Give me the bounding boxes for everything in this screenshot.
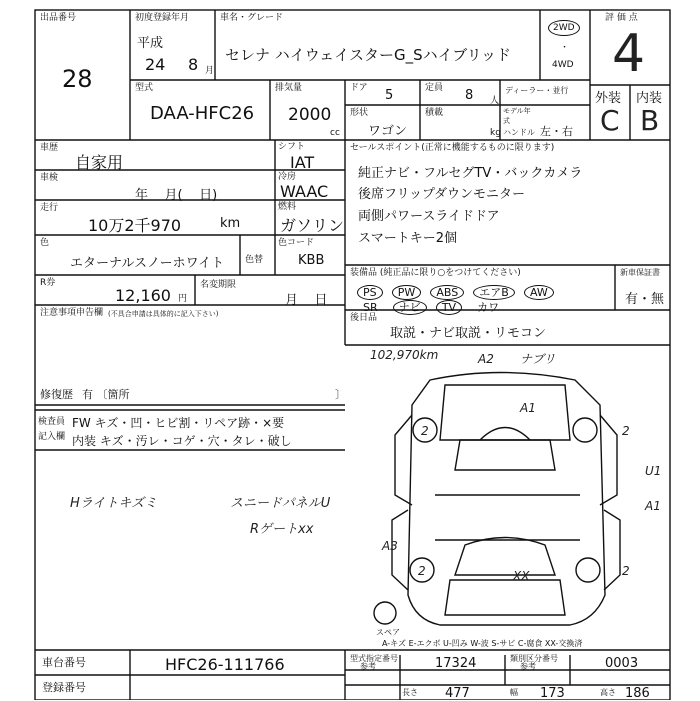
color-label: 色 (40, 238, 50, 248)
type-sub: 参考 (360, 662, 376, 671)
height: 186 (625, 686, 650, 701)
damage-mark: 2 (622, 564, 630, 578)
notes-sub: (不具合申請は具体的に記入下さい) (108, 310, 219, 318)
damage-mark: ナブリ (520, 352, 556, 366)
tax: 月 日 (285, 293, 328, 308)
inspector-row-2: 内装 キズ・汚レ・コゲ・穴・タレ・破し (72, 434, 292, 448)
hand-note-right-2: Rゲートxx (250, 522, 314, 537)
width-label: 幅 (510, 688, 518, 697)
inspection-label: 車検 (40, 173, 59, 183)
length-label: 長さ (402, 688, 418, 697)
equip-airbag: エアB (473, 285, 515, 300)
modelyear-label: モデル年式 (503, 107, 531, 125)
handle: 左・右 (540, 125, 573, 138)
displacement-label: 排気量 (275, 83, 303, 93)
sales-item: 後席フリップダウンモニター (358, 187, 526, 202)
mileage-note: 102,970km (370, 348, 439, 362)
mileage-unit: km (220, 216, 241, 231)
lot-label: 出品番号 (40, 13, 77, 23)
model-label: 型式 (135, 83, 154, 93)
mileage: 10万2千970 (88, 216, 182, 235)
car-diagram (340, 345, 670, 650)
equip-navi: ナビ (393, 300, 427, 315)
inspector-label-2: 記入欄 (38, 432, 66, 442)
reg-year: 24 (145, 55, 166, 74)
dealer-label: ディーラー・並行 (505, 86, 569, 95)
type-label: 型式指定番号 (350, 654, 398, 663)
displacement-unit: cc (330, 128, 340, 138)
damage-mark: 2 (418, 564, 426, 578)
length: 477 (445, 686, 470, 701)
interior-grade: B (640, 104, 660, 137)
damage-mark: U1 (645, 464, 662, 478)
class-label: 類別区分番号 (510, 654, 558, 663)
chassis: HFC26-111766 (165, 655, 285, 674)
class-sub: 参考 (520, 662, 536, 671)
mileage-label: 走行 (40, 203, 59, 213)
equip-tv: TV (436, 300, 462, 315)
notes-label: 注意事項申告欄 (40, 308, 104, 318)
exterior-label: 外装 (595, 91, 622, 106)
inspector-label-1: 検査員 (38, 417, 66, 427)
recycle-label: R券 (40, 278, 56, 288)
damage-mark: A1 (645, 499, 661, 513)
spare-label: スペア (376, 628, 400, 637)
fuel-label: 燃料 (278, 202, 297, 212)
inspection: 年 月( 日) (135, 188, 218, 203)
width: 173 (540, 686, 565, 701)
inspector-row-1: FW キズ・凹・ヒビ割・リペア跡・×要 (72, 416, 285, 430)
car-name: セレナ ハイウェイスターG_Sハイブリッド (225, 46, 512, 64)
drive-2wd: 2WD (548, 20, 580, 36)
drive-4wd: 4WD (552, 60, 574, 70)
damage-mark: A3 (382, 539, 398, 553)
hand-note-left: Hライトキズミ (70, 496, 158, 511)
load-unit: kg (490, 128, 501, 138)
equip-sr: SR (363, 301, 378, 314)
damage-mark: A2 (478, 352, 494, 366)
hand-note-right-1: スニードパネルU (230, 496, 331, 511)
color: エターナルスノーホワイト (70, 256, 225, 271)
repair: 有 〔箇所 (82, 388, 130, 401)
equip-abs: ABS (430, 285, 464, 300)
lot-number: 28 (62, 65, 93, 93)
damage-legend: A-キズ E-エクボ U-凹み W-波 S-サビ C-腐食 XX-交換済 (382, 639, 583, 648)
equip-pw: PW (392, 285, 422, 300)
recycle: 12,160 (115, 286, 171, 305)
warranty: 有・無 (625, 292, 665, 307)
colorno-label: 色替 (245, 255, 264, 265)
equip-leather: カワ (477, 301, 500, 314)
shift: IAT (290, 153, 315, 172)
sales-item: スマートキー2個 (358, 231, 458, 246)
repair-end: 〕 (335, 388, 346, 401)
equipment-label: 装備品 (純正品に限り○をつけてください) (350, 268, 521, 278)
capacity: 8 (465, 88, 474, 103)
warranty-label: 新車保証書 (620, 268, 660, 277)
damage-mark: 2 (421, 424, 429, 438)
score: 4 (612, 24, 646, 84)
era: 平成 (137, 36, 164, 51)
capacity-label: 定員 (425, 83, 444, 93)
shift-label: シフト (278, 142, 306, 152)
reg-month: 8 (188, 55, 199, 74)
capacity-unit: 人 (490, 96, 500, 106)
ac: WAAC (280, 182, 329, 201)
equip-aw: AW (524, 285, 554, 300)
doors-label: ドア (350, 83, 368, 93)
ac-label: 冷房 (278, 172, 297, 182)
damage-mark: A1 (520, 401, 536, 415)
score-label: 評 価 点 (605, 13, 638, 23)
sales-item: 純正ナビ・フルセグTV・バックカメラ (358, 166, 583, 181)
displacement: 2000 (288, 105, 332, 125)
rear-label: 後日品 (350, 313, 378, 323)
handle-label: ハンドル (503, 128, 535, 137)
history-label: 車歴 (40, 143, 59, 153)
doors: 5 (385, 88, 394, 103)
interior-label: 内装 (636, 91, 663, 106)
reg-number-label: 登録番号 (42, 681, 86, 694)
type-number: 17324 (435, 656, 477, 671)
load-label: 積載 (425, 108, 444, 118)
exterior-grade: C (600, 104, 620, 137)
damage-mark: 2 (622, 424, 630, 438)
colorcode: KBB (298, 253, 325, 268)
sales-label: セールスポイント(正常に機能するものに限ります) (350, 143, 555, 153)
shape: ワゴン (368, 124, 408, 139)
height-label: 高さ (600, 688, 616, 697)
damage-mark: XX (513, 569, 530, 583)
equipment-row-2 (355, 296, 507, 315)
shape-label: 形状 (350, 108, 369, 118)
car-name-label: 車名・グレード (220, 13, 284, 23)
tax-label: 名変期限 (200, 280, 237, 290)
sales-item: 両側パワースライドドア (358, 209, 500, 224)
repair-label: 修復歴 (40, 388, 73, 401)
colorcode-label: 色コード (278, 238, 315, 248)
reg-label: 初度登録年月 (135, 13, 190, 23)
model: DAA-HFC26 (150, 103, 255, 124)
equip-ps: PS (357, 285, 383, 300)
recycle-unit: 円 (178, 294, 188, 304)
month-unit: 月 (205, 66, 215, 76)
chassis-label: 車台番号 (42, 656, 86, 669)
class-number: 0003 (605, 656, 639, 671)
fuel: ガソリン (280, 216, 345, 235)
rear-value: 取説・ナビ取説・リモコン (390, 326, 547, 341)
history: 自家用 (75, 153, 124, 172)
